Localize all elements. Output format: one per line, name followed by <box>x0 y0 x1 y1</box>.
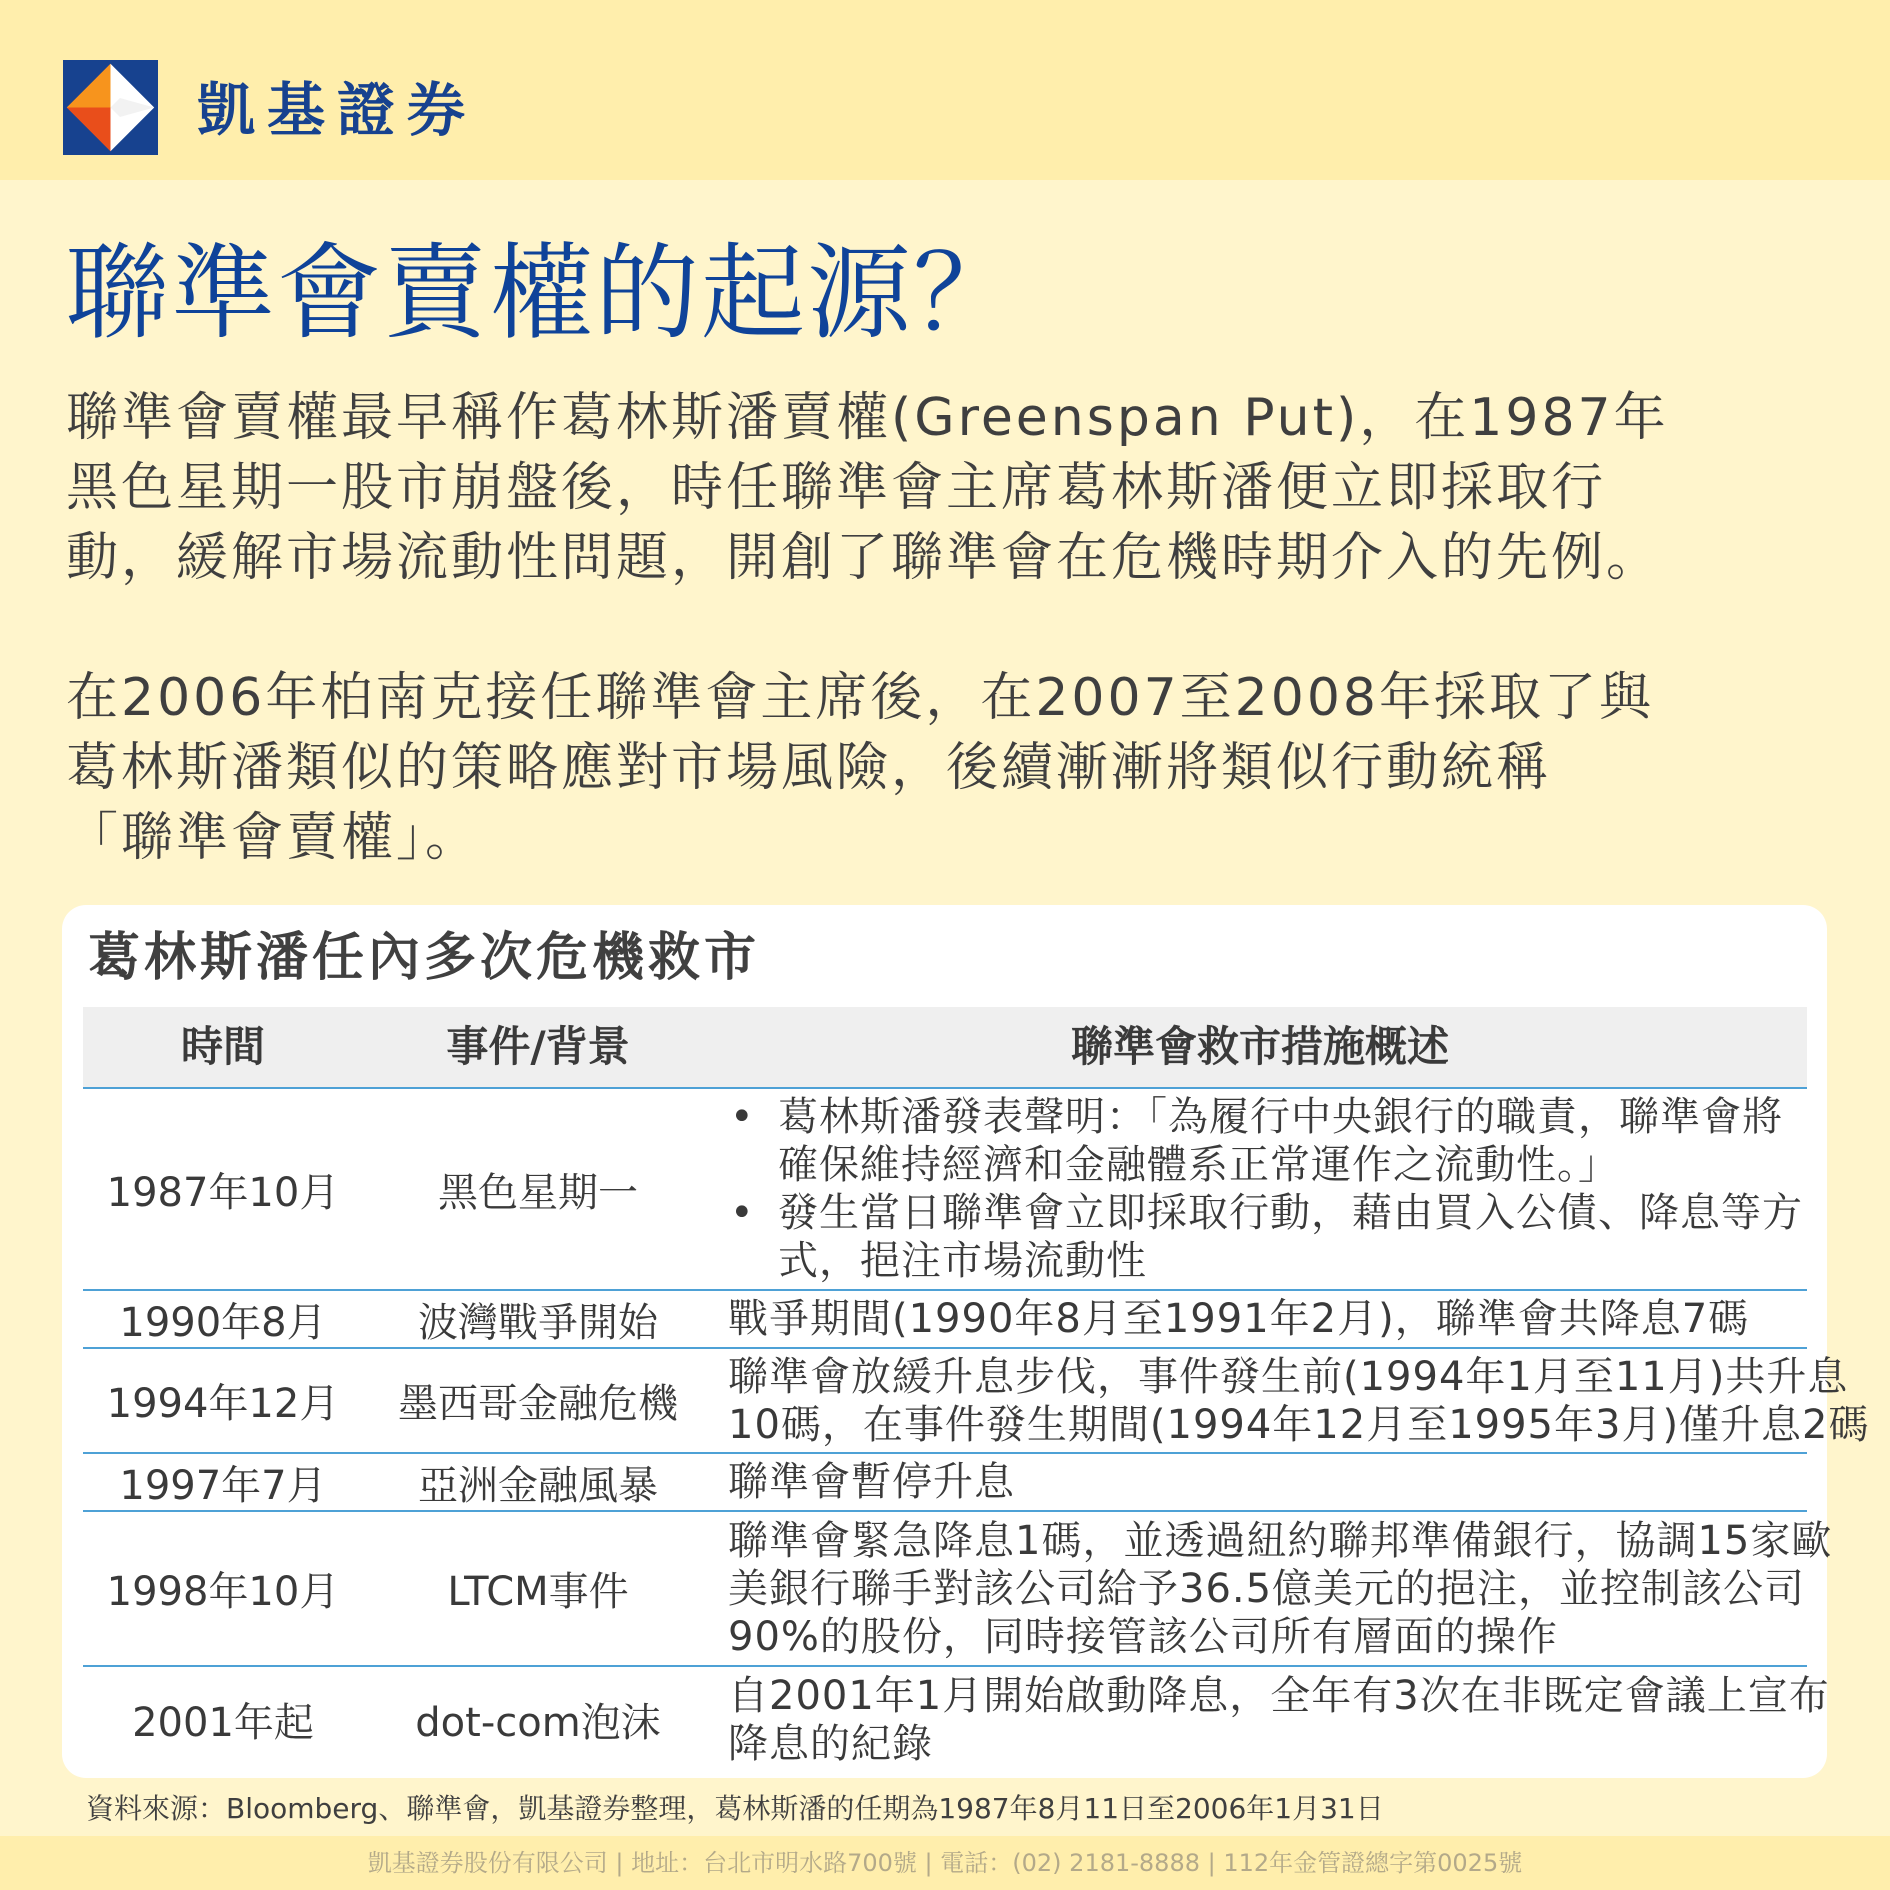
cell-event: dot-com泡沫 <box>415 1700 661 1746</box>
text-line: 降息的紀錄 <box>728 1720 933 1767</box>
text-line: 10碼，在事件發生期間(1994年12月至1995年3月)僅升息2碼 <box>728 1401 1870 1448</box>
header-bar <box>0 0 1890 180</box>
cell-event: 波灣戰爭開始 <box>418 1299 658 1346</box>
bullet-item <box>728 1189 1803 1285</box>
intro-paragraph-2 <box>66 663 1836 873</box>
bullet-item <box>728 1093 1803 1189</box>
crisis-table-card <box>62 905 1870 1778</box>
text-line: 聯準會暫停升息 <box>728 1459 1015 1505</box>
header-time: 時間 <box>180 1022 265 1071</box>
cell-event: LTCM事件 <box>447 1569 629 1615</box>
text-line: 葛林斯潘類似的策略應對市場風險，後續漸漸將類似行動統稱 <box>66 738 1552 798</box>
text-line: 聯準會賣權最早稱作葛林斯潘賣權(Greenspan Put)，在1987年 <box>66 388 1669 448</box>
cell-time: 1997年7月 <box>119 1462 327 1509</box>
text-line: 90%的股份，同時接管該公司所有層面的操作 <box>728 1613 1558 1660</box>
table-row <box>83 1454 1807 1512</box>
text-line: • 發生當日聯準會立即採取行動，藉由買入公債、降息等方 <box>778 1190 1803 1236</box>
text-line: 式，挹注市場流動性 <box>778 1238 1147 1284</box>
cell-time: 1987年10月 <box>106 1169 340 1216</box>
cell-event: 亞洲金融風暴 <box>418 1462 658 1509</box>
cell-time: 1990年8月 <box>119 1299 327 1346</box>
header-event: 事件/背景 <box>446 1022 630 1071</box>
text-line: 自2001年1月開始啟動降息，全年有3次在非既定會議上宣布 <box>728 1672 1830 1719</box>
text-line: 確保維持經濟和金融體系正常運作之流動性。」 <box>778 1142 1619 1188</box>
brand-name: 凱基證券 <box>197 76 478 144</box>
table-row <box>83 1667 1830 1772</box>
source-note: 資料來源：Bloomberg、聯準會，凱基證券整理，葛林斯潘的任期為1987年8月11日至2006年1月31日 <box>86 1792 1384 1825</box>
table-row <box>83 1089 1807 1291</box>
header-measures: 聯準會救市措施概述 <box>1070 1022 1449 1071</box>
cell-measures <box>728 1667 1830 1772</box>
table-row <box>83 1349 1870 1454</box>
cell-measures <box>728 1454 1803 1510</box>
cell-time: 1998年10月 <box>106 1569 340 1615</box>
page-title: 聯準會賣權的起源？ <box>65 232 1020 354</box>
cell-event: 黑色星期一 <box>438 1169 638 1216</box>
cell-time: 2001年起 <box>132 1700 314 1746</box>
cell-measures <box>728 1512 1833 1665</box>
text-line: 「聯準會賣權」。 <box>66 808 481 868</box>
kgi-logo-icon <box>63 60 158 155</box>
intro-paragraph-1 <box>66 383 1836 593</box>
cell-measures <box>728 1291 1803 1347</box>
cell-measures <box>728 1089 1803 1289</box>
text-line: 聯準會緊急降息1碼，並透過紐約聯邦準備銀行，協調15家歐 <box>728 1517 1833 1564</box>
cell-time: 1994年12月 <box>106 1381 340 1427</box>
text-line: 動，緩解市場流動性問題，開創了聯準會在危機時期介入的先例。 <box>66 528 1662 588</box>
table-row <box>83 1512 1833 1667</box>
text-line: 美銀行聯手對該公司給予36.5億美元的挹注，並控制該公司 <box>728 1565 1806 1612</box>
text-line: 聯準會放緩升息步伐，事件發生前(1994年1月至11月)共升息 <box>728 1353 1849 1400</box>
cell-event: 墨西哥金融危機 <box>398 1381 678 1427</box>
cell-measures <box>728 1349 1870 1452</box>
table-title: 葛林斯潘任內多次危機救市 <box>88 928 761 988</box>
table-header <box>83 1007 1807 1089</box>
table-row <box>83 1291 1807 1349</box>
text-line: 戰爭期間(1990年8月至1991年2月)，聯準會共降息7碼 <box>728 1296 1750 1342</box>
text-line: • 葛林斯潘發表聲明：「為履行中央銀行的職責，聯準會將 <box>778 1094 1783 1140</box>
footer-disclaimer: 凱基證券股份有限公司 | 地址：台北市明水路700號 | 電話：(02) 2181-8888 | 112年金管證總字第0025號 <box>0 1836 1890 1890</box>
text-line: 在2006年柏南克接任聯準會主席後，在2007至2008年採取了與 <box>66 668 1655 728</box>
text-line: 黑色星期一股市崩盤後，時任聯準會主席葛林斯潘便立即採取行 <box>66 458 1607 518</box>
